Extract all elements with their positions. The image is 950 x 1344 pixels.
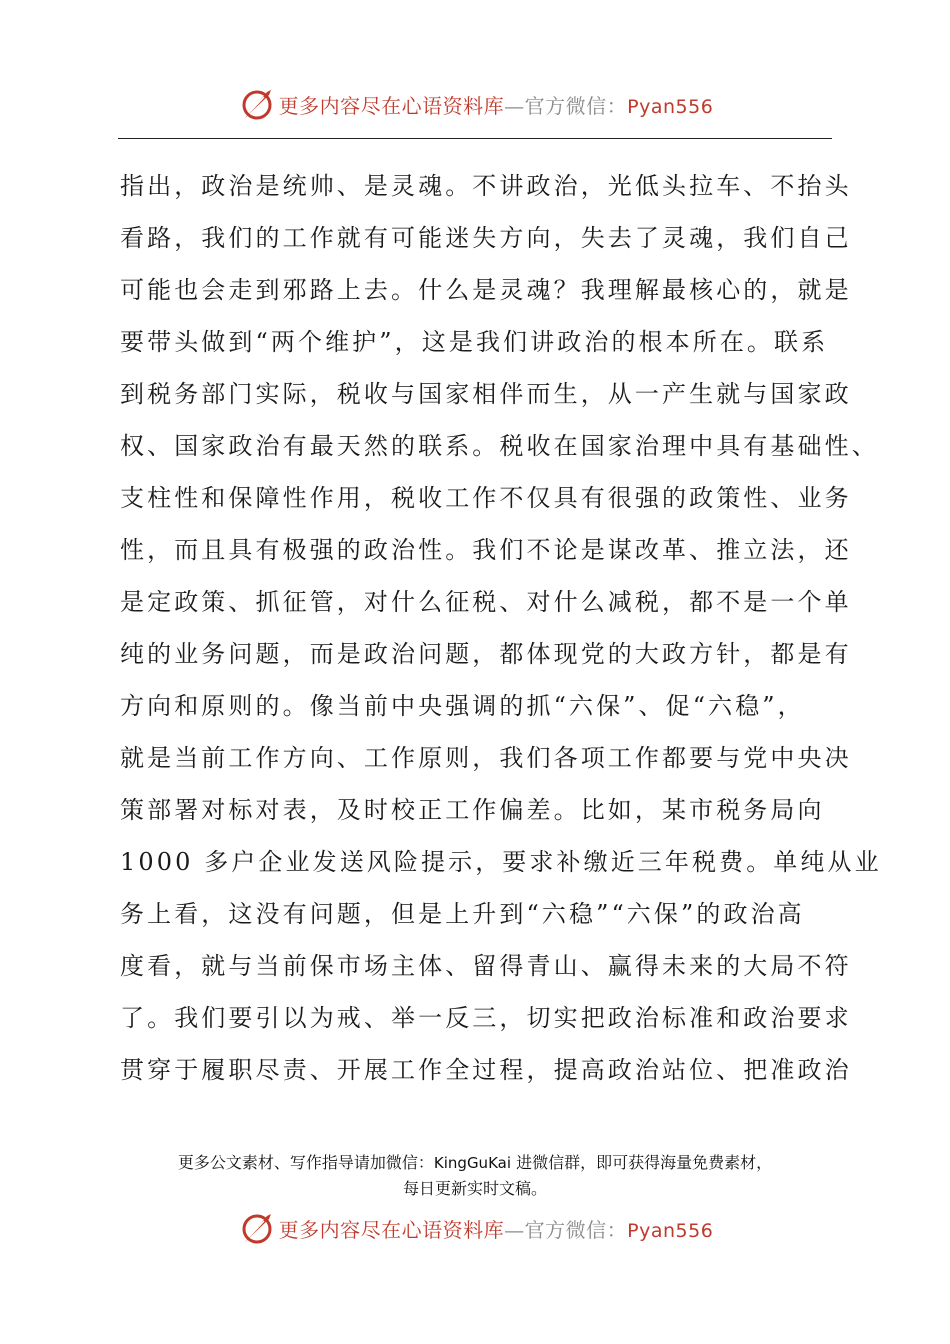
text-line: 1000 多户企业发送风险提示，要求补缴近三年税费。单纯从业 <box>120 848 882 876</box>
official-label: 官方微信： <box>524 1217 628 1242</box>
header-banner <box>0 82 950 126</box>
text-line: 务上看，这没有问题，但是上升到“六稳”“六保”的政治高 <box>120 900 805 928</box>
text-line: 权、国家政治有最天然的联系。税收在国家治理中具有基础性、 <box>120 432 879 460</box>
text-line: 指出，政治是统帅、是灵魂。不讲政治，光低头拉车、不抬头 <box>120 172 852 200</box>
footer-wechat-id: KingGuKai <box>433 1154 512 1172</box>
text-line: 贯穿于履职尽责、开展工作全过程，提高政治站位、把准政治 <box>120 1056 852 1084</box>
text-line: 策部署对标对表，及时校正工作偏差。比如，某市税务局向 <box>120 796 825 824</box>
text-line: 到税务部门实际，税收与国家相伴而生，从一产生就与国家政 <box>120 380 852 408</box>
text-line: 可能也会走到邪路上去。什么是灵魂？我理解最核心的，就是 <box>120 276 852 304</box>
footer-pre: 更多公文素材、写作指导请加微信： <box>177 1153 434 1172</box>
text-line: 看路，我们的工作就有可能迷失方向，失去了灵魂，我们自己 <box>120 224 852 252</box>
wechat-id: Pyan556 <box>627 95 714 118</box>
footer-post: 进微信群，即可获得海量免费素材， <box>511 1153 773 1172</box>
footer-line-2: 每日更新实时文稿。 <box>402 1179 547 1198</box>
document-body <box>120 160 882 1096</box>
text-line: 支柱性和保障性作用，税收工作不仅具有很强的政策性、业务 <box>120 484 852 512</box>
bottom-banner-text <box>279 1214 714 1243</box>
header-divider <box>118 138 832 139</box>
text-line: 纯的业务问题，而是政治问题，都体现党的大政方针，都是有 <box>120 640 852 668</box>
text-line: 就是当前工作方向、工作原则，我们各项工作都要与党中央决 <box>120 744 852 772</box>
text-line: 了。我们要引以为戒、举一反三，切实把政治标准和政治要求 <box>120 1004 852 1032</box>
dash-text: — <box>504 1217 525 1242</box>
footer-line-1 <box>0 1150 950 1176</box>
text-line: 方向和原则的。像当前中央强调的抓“六保”、促“六稳”， <box>120 692 805 720</box>
brand-text: 更多内容尽在心语资料库 <box>278 1217 505 1242</box>
dash-text: — <box>504 93 525 118</box>
quill-pen-circle-icon <box>237 84 277 124</box>
footer-note <box>0 1150 950 1202</box>
quill-pen-circle-icon <box>237 1208 277 1248</box>
bottom-banner <box>0 1206 950 1250</box>
wechat-id: Pyan556 <box>627 1219 714 1242</box>
text-line: 性，而且具有极强的政治性。我们不论是谋改革、推立法，还 <box>120 536 852 564</box>
text-line: 要带头做到“两个维护”，这是我们讲政治的根本所在。联系 <box>120 328 829 356</box>
text-line: 度看，就与当前保市场主体、留得青山、赢得未来的大局不符 <box>120 952 852 980</box>
brand-text: 更多内容尽在心语资料库 <box>278 93 505 118</box>
header-banner-text <box>279 90 714 119</box>
text-line: 是定政策、抓征管，对什么征税、对什么减税，都不是一个单 <box>120 588 852 616</box>
official-label: 官方微信： <box>524 93 628 118</box>
